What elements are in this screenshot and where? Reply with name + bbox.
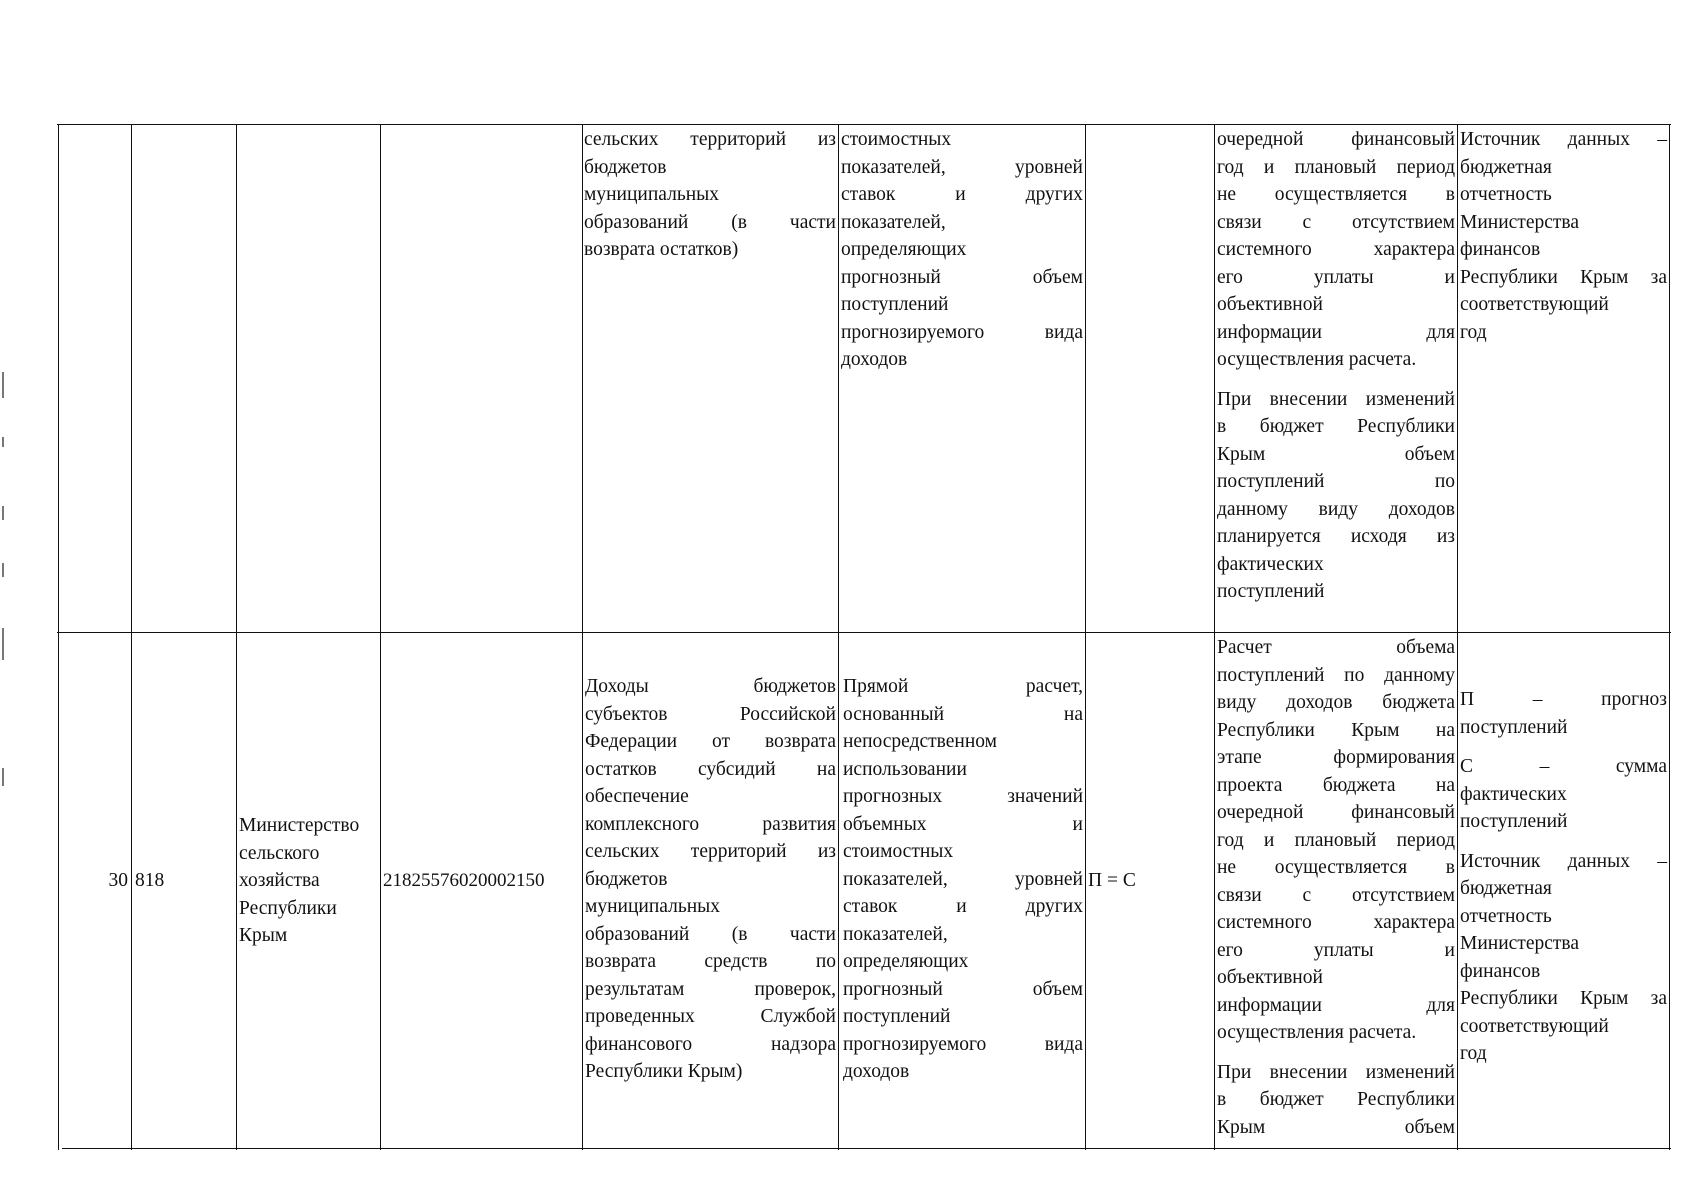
text-line: муниципальных [584, 184, 720, 205]
text-line: бюджетная [1460, 878, 1552, 899]
text-line: доходов [841, 349, 908, 370]
col-border-1 [131, 124, 132, 1150]
text-line: Крым объем [1217, 1116, 1455, 1138]
text-line: очередной финансовый [1217, 129, 1455, 150]
text-line: хозяйства [239, 870, 320, 891]
col-border-2 [236, 124, 237, 1150]
text-line: Крым [239, 925, 288, 946]
text-line: Источник данных – [1460, 129, 1667, 150]
text-line: поступлений по [1217, 471, 1455, 492]
text-line: показателей, [843, 923, 948, 945]
text-line: соответствующий [1460, 294, 1609, 315]
text-line: информации для [1217, 321, 1455, 343]
text-line: связи с отсутствием [1217, 884, 1455, 906]
text-line: ставок и других [843, 896, 1083, 917]
text-line: определяющих [843, 951, 969, 972]
kbk-code: 21825576020002150 [383, 870, 545, 891]
text-line: П – прогноз [1460, 689, 1667, 710]
text-line: основанный на [843, 703, 1083, 725]
table-bottom-border [62, 1148, 1671, 1149]
text-line: Расчет объема [1217, 637, 1455, 658]
text-line: результатам проверок, [585, 978, 836, 1000]
text-line: остатков субсидий на [585, 758, 836, 780]
text-line: объективной [1217, 967, 1323, 988]
text-line: фактических [1217, 553, 1324, 575]
text-line: показателей, уровней [841, 156, 1083, 178]
text-line: Республики Крым) [585, 1061, 743, 1082]
text-line: С – сумма [1460, 756, 1667, 777]
text-line: Доходы бюджетов [585, 676, 836, 697]
text-line: Крым объем [1217, 443, 1455, 465]
text-line: связи с отсутствием [1217, 211, 1455, 233]
text-line: фактических [1460, 783, 1567, 805]
text-line: прогнозируемого вида [843, 1033, 1083, 1055]
text-line: образований (в части [584, 211, 836, 233]
col-border-3 [380, 124, 381, 1150]
text-line: проекта бюджета на [1217, 774, 1455, 796]
admin-code: 818 [135, 870, 165, 891]
text-line: отчетность [1460, 184, 1552, 205]
text-line: прогнозных значений [843, 786, 1083, 807]
col-border-7 [1214, 124, 1215, 1150]
text-line: сельского [239, 842, 320, 864]
text-line: прогнозный объем [841, 266, 1083, 288]
text-line: Республики [239, 897, 337, 919]
text-line: прогнозный объем [843, 978, 1083, 1000]
prev-algorithm [1217, 126, 1455, 606]
text-line: его уплаты и [1217, 939, 1455, 961]
text-line: осуществления расчета. [1217, 1022, 1417, 1043]
text-line: Республики Крым за [1460, 988, 1667, 1009]
text-line: непосредственном [843, 731, 998, 752]
text-line: доходов [843, 1061, 910, 1082]
text-line: При внесении изменений [1217, 388, 1455, 410]
text-line: бюджетов [584, 156, 667, 178]
text-line: использовании [843, 758, 967, 780]
text-line: прогнозируемого вида [841, 321, 1083, 343]
text-line: Республики Крым за [1460, 266, 1667, 288]
table-top-border [57, 124, 1671, 125]
col-border-0 [58, 124, 59, 1150]
text-line: финансового надзора [585, 1033, 836, 1055]
text-line: показателей, [841, 211, 946, 233]
text-line: проведенных Службой [585, 1006, 836, 1027]
text-line: При внесении изменений [1217, 1061, 1455, 1083]
scan-mark [2, 628, 4, 660]
text-line: бюджетная [1460, 156, 1552, 178]
text-line: Министерство [239, 815, 360, 836]
text-line: его уплаты и [1217, 266, 1455, 288]
col-border-5 [838, 124, 839, 1150]
text-line: год и плановый период [1217, 829, 1455, 851]
text-line: поступлений [1460, 716, 1568, 738]
scan-mark [2, 506, 4, 520]
text-line: не осуществляется в [1217, 184, 1455, 205]
text-line: поступлений [843, 1006, 951, 1027]
text-line: субъектов Российской [585, 703, 836, 725]
calc-algorithm [1217, 634, 1455, 1141]
text-line: данному виду доходов [1217, 498, 1455, 520]
text-line: комплексного развития [585, 813, 836, 835]
col-border-4 [582, 124, 583, 1150]
text-line: в бюджет Республики [1217, 1089, 1455, 1110]
text-line: сельских территорий из [585, 841, 836, 862]
prev-calc-method [841, 126, 1083, 374]
scan-mark [2, 372, 4, 398]
scan-mark [2, 437, 4, 447]
row-number: 30 [108, 870, 128, 891]
text-line: в бюджет Республики [1217, 416, 1455, 437]
text-line: год [1460, 1043, 1487, 1064]
text-line: Прямой расчет, [843, 676, 1083, 697]
text-line: Министерства [1460, 211, 1580, 233]
text-line: год и плановый период [1217, 156, 1455, 178]
formula: П = С [1088, 870, 1136, 891]
text-line: осуществления расчета. [1217, 349, 1417, 370]
text-line: системного характера [1217, 912, 1455, 933]
col-border-9 [1669, 124, 1670, 1150]
text-line: возврата средств по [585, 951, 836, 972]
text-line: информации для [1217, 994, 1455, 1016]
text-line: финансов [1460, 960, 1541, 982]
income-name [585, 673, 836, 1086]
text-line: этапе формирования [1217, 747, 1455, 768]
text-line: соответствующий [1460, 1015, 1609, 1037]
text-line: сельских территорий из [584, 129, 836, 150]
text-line: поступлений [841, 294, 949, 315]
scan-mark [2, 768, 4, 786]
text-line: объемных и [843, 813, 1083, 835]
text-line: стоимостных [843, 841, 954, 862]
text-line: поступлений [1217, 581, 1325, 602]
text-line: муниципальных [585, 896, 721, 917]
text-line: бюджетов [585, 868, 668, 890]
text-line: планируется исходя из [1217, 526, 1455, 547]
text-line: возврата остатков) [584, 239, 739, 260]
text-line: финансов [1460, 239, 1541, 260]
text-line: поступлений [1460, 811, 1568, 832]
text-line: обеспечение [585, 786, 689, 807]
text-line: не осуществляется в [1217, 857, 1455, 878]
text-line: образований (в части [585, 923, 836, 945]
text-line: отчетность [1460, 905, 1552, 927]
prev-income-name [584, 126, 836, 264]
col-border-6 [1085, 124, 1086, 1150]
calc-method [843, 673, 1083, 1086]
text-line: Министерства [1460, 933, 1580, 954]
prev-legend [1460, 126, 1667, 346]
text-line: объективной [1217, 294, 1323, 315]
col-border-8 [1457, 124, 1458, 1150]
text-line: Федерации от возврата [585, 731, 836, 752]
text-line: очередной финансовый [1217, 802, 1455, 823]
scan-mark [2, 563, 4, 577]
text-line: поступлений по данному [1217, 664, 1455, 686]
administrator-name [239, 812, 379, 950]
row-divider [57, 632, 1671, 633]
text-line: стоимостных [841, 129, 952, 150]
legend-indicators [1460, 686, 1667, 1068]
text-line: ставок и других [841, 184, 1083, 205]
text-line: определяющих [841, 239, 967, 260]
text-line: системного характера [1217, 239, 1455, 260]
text-line: Республики Крым на [1217, 719, 1455, 741]
text-line: год [1460, 321, 1487, 343]
text-line: показателей, уровней [843, 868, 1083, 890]
text-line: виду доходов бюджета [1217, 692, 1455, 713]
text-line: Источник данных – [1460, 850, 1667, 872]
